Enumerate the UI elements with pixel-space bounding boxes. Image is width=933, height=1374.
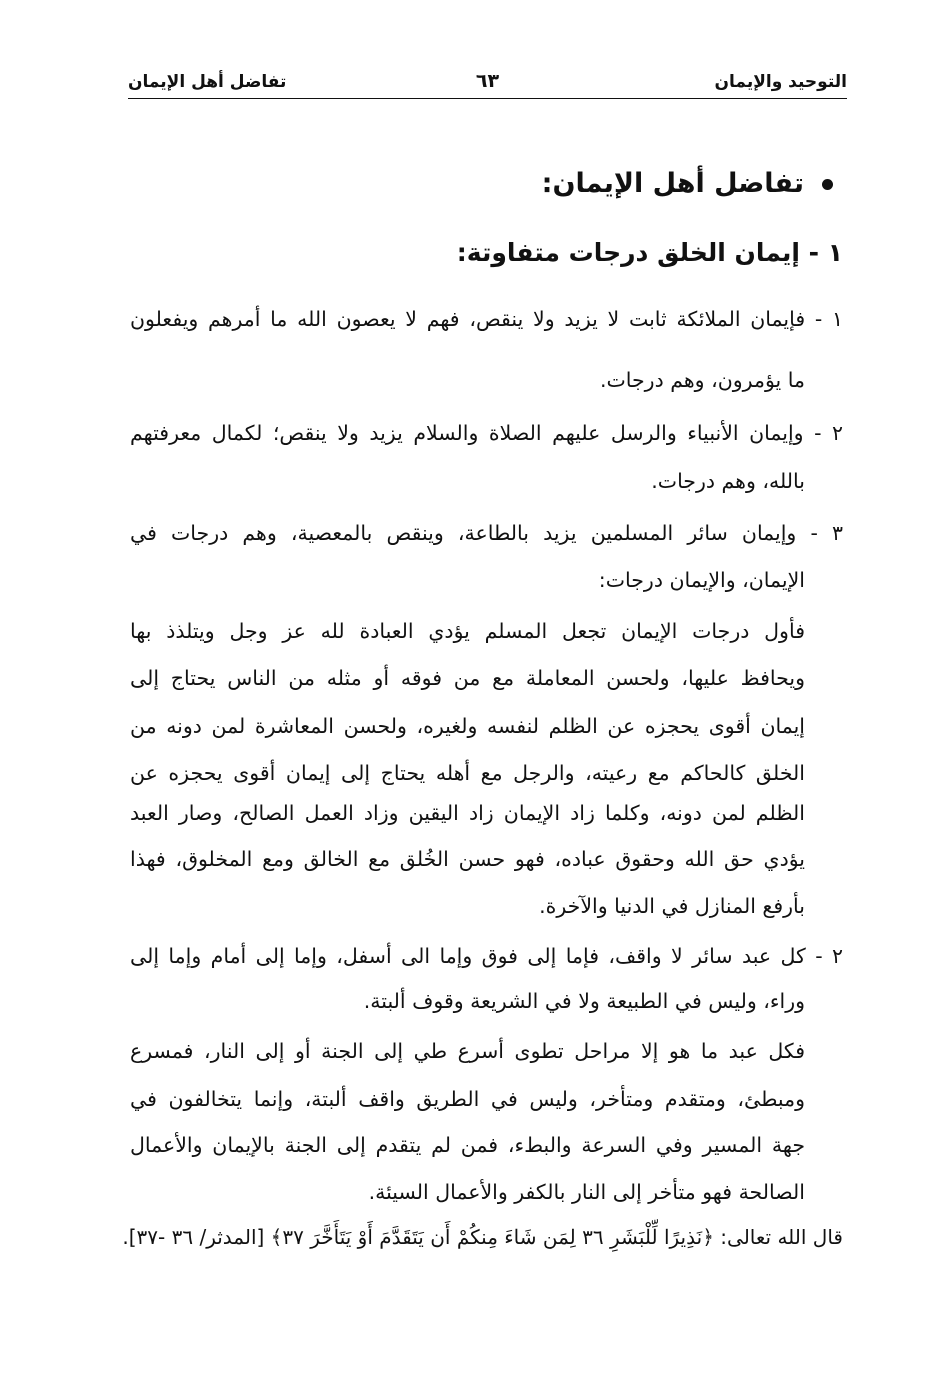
paragraph-line: إيمان أقوى يحجزه عن الظلم لنفسه ولغيره، ولحسن المعاشرة لمن دونه من (130, 714, 805, 738)
paragraph-line: ما يؤمرون، وهم درجات. (599, 368, 805, 392)
page-number: ٦٣ (475, 70, 500, 92)
paragraph-line: جهة المسير وفي السرعة والبطء، فمن لم يتقدم إلى الجنة بالإيمان والأعمال (130, 1133, 805, 1157)
paragraph-line: بأرفع المنازل في الدنيا والآخرة. (539, 894, 805, 918)
section-title: تفاضل أهل الإيمان (128, 72, 287, 92)
paragraph-line: ٢ - كل عبد سائر لا واقف، فإما إلى فوق وإما الى أسفل، وإما إلى أمام وإما إلى (130, 944, 843, 968)
book-title: التوحيد والإيمان (714, 72, 847, 92)
paragraph-line: ومبطئ، ومتقدم ومتأخر، وليس في الطريق واقف ألبتة، وإنما يتخالفون في (130, 1087, 805, 1111)
paragraph-line: يؤدي حق الله وحقوق عباده، فهو حسن الخُلق مع الخالق ومع المخلوق، فهذا (130, 847, 805, 871)
main-heading-text: تفاضل أهل الإيمان: (541, 168, 804, 199)
paragraph-line: الخلق كالحاكم مع رعيته، والرجل مع أهله يحتاج إلى إيمان أقوى يحجزه عن (130, 761, 805, 785)
paragraph-line: بالله، وهم درجات. (651, 469, 805, 493)
running-header (128, 66, 847, 100)
paragraph-line: فكل عبد ما هو إلا مراحل تطوى أسرع طي إلى الجنة أو إلى النار، فمسرع (130, 1039, 805, 1063)
paragraph-line: وراء، وليس في الطبيعة ولا في الشريعة وقوف ألبتة. (363, 989, 805, 1013)
paragraph-line: ويحافظ عليها، ولحسن المعاملة مع من فوقه أو مثله من الناس يحتاج إلى (130, 666, 805, 690)
paragraph-line: فأول درجات الإيمان تجعل المسلم يؤدي العبادة لله عز وجل ويتلذذ بها (130, 619, 805, 643)
paragraph-line: ٢ - وإيمان الأنبياء والرسل عليهم الصلاة والسلام يزيد ولا ينقص؛ لكمال معرفتهم (130, 421, 843, 445)
bullet-icon (822, 179, 833, 190)
verse-intro: قال الله تعالى: (720, 1225, 843, 1249)
header-rule (128, 98, 847, 99)
quran-verse-line (122, 1222, 843, 1252)
main-heading (542, 168, 833, 199)
paragraph-line: الإيمان، والإيمان درجات: (598, 568, 805, 592)
paragraph-line: ١ - فإيمان الملائكة ثابت لا يزيد ولا ينقص، فهم لا يعصون الله ما أمرهم ويفعلون (130, 307, 843, 331)
paragraph-line: الصالحة فهو متأخر إلى النار بالكفر والأعمال السيئة. (368, 1180, 805, 1204)
verse-citation: [المدثر/ ٣٦ -٣٧]. (122, 1225, 265, 1249)
paragraph-line: الظلم لمن دونه، وكلما زاد الإيمان زاد اليقين وزاد العمل الصالح، وصار العبد (130, 801, 805, 825)
verse-text: ﴿نَذِيرًا لِّلْبَشَرِ ٣٦ لِمَن شَاءَ مِنكُمْ أَن يَتَقَدَّمَ أَوْ يَتَأَخَّرَ ٣٧﴾ (270, 1225, 714, 1249)
sub-heading: ١ - إيمان الخلق درجات متفاوتة: (456, 238, 843, 267)
paragraph-line: ٣ - وإيمان سائر المسلمين يزيد بالطاعة، وينقص بالمعصية، وهم درجات في (130, 521, 843, 545)
